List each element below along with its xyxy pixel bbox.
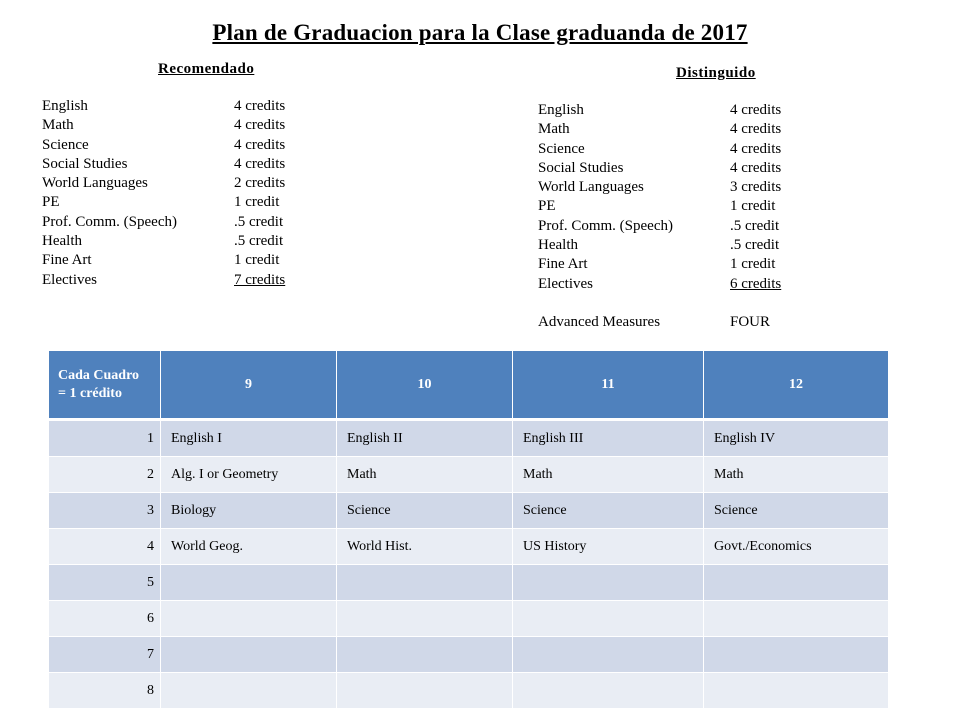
credit-amount: 1 credit <box>234 194 280 211</box>
credit-amount: 4 credits <box>234 117 286 134</box>
credit-amount: 4 credits <box>730 121 782 138</box>
credit-subject: Science <box>42 136 89 153</box>
credit-subject: Math <box>538 121 570 138</box>
row-number: 7 <box>49 637 161 673</box>
table-header-row <box>49 351 889 420</box>
table-cell: Science <box>337 493 513 529</box>
table-cell[interactable] <box>161 637 337 673</box>
credit-amount: 3 credits <box>730 179 782 196</box>
table-cell[interactable] <box>704 565 889 601</box>
credit-row <box>538 159 781 178</box>
credit-subject: Social Studies <box>538 159 624 176</box>
credit-subject: Health <box>538 237 578 254</box>
credit-amount: 7 credits <box>234 271 286 288</box>
page-title: Plan de Graduacion para la Clase graduanda de 2017 <box>212 20 748 45</box>
table-cell: Govt./Economics <box>704 529 889 565</box>
credit-row <box>538 140 781 159</box>
table-row <box>49 565 889 601</box>
credit-row <box>42 271 285 290</box>
credit-row <box>42 213 285 232</box>
distinguido-heading: Distinguido <box>676 65 756 81</box>
credit-amount: .5 credit <box>730 237 780 254</box>
credit-subject: Fine Art <box>538 256 588 273</box>
credit-row <box>42 193 285 212</box>
table-row <box>49 457 889 493</box>
row-number: 3 <box>49 493 161 529</box>
table-cell: Science <box>513 493 704 529</box>
credit-amount: 4 credits <box>234 98 286 114</box>
table-cell[interactable] <box>337 673 513 709</box>
row-number: 5 <box>49 565 161 601</box>
credit-subject: PE <box>42 194 60 211</box>
credit-subject: Prof. Comm. (Speech) <box>42 213 177 230</box>
table-cell[interactable] <box>513 565 704 601</box>
table-cell: Math <box>704 457 889 493</box>
credit-row <box>538 275 781 294</box>
credit-subject: Electives <box>538 275 593 292</box>
credit-amount: 1 credit <box>730 198 776 215</box>
row-number: 6 <box>49 601 161 637</box>
credit-amount: 4 credits <box>730 102 782 118</box>
credit-subject: Social Studies <box>42 155 128 172</box>
advanced-measures-row <box>538 313 781 332</box>
credit-row <box>42 116 285 135</box>
row-number: 8 <box>49 673 161 709</box>
table-cell: Math <box>337 457 513 493</box>
credit-subject: Math <box>42 117 74 134</box>
table-cell[interactable] <box>337 601 513 637</box>
table-cell: Alg. I or Geometry <box>161 457 337 493</box>
header-corner-cell: Cada Cuadro = 1 crédito <box>49 351 161 420</box>
graduation-plan-table <box>48 350 889 709</box>
credit-amount: 1 credit <box>234 252 280 269</box>
credit-row <box>538 197 781 216</box>
credit-subject: World Languages <box>42 175 148 192</box>
credit-subject: Health <box>42 233 82 250</box>
table-cell[interactable] <box>513 637 704 673</box>
table-cell[interactable] <box>161 673 337 709</box>
credit-subject: English <box>538 102 584 118</box>
credit-amount: 6 credits <box>730 275 782 292</box>
recomendado-credits-list <box>42 97 285 290</box>
table-row <box>49 529 889 565</box>
credit-amount: 4 credits <box>234 136 286 153</box>
table-cell: English IV <box>704 420 889 457</box>
header-grade-12: 12 <box>704 351 889 420</box>
recomendado-heading: Recomendado <box>158 61 255 77</box>
table-cell[interactable] <box>161 601 337 637</box>
credit-subject: Electives <box>42 271 97 288</box>
credit-row <box>538 217 781 236</box>
table-cell: US History <box>513 529 704 565</box>
table-row <box>49 420 889 457</box>
advanced-measures-value: FOUR <box>730 314 771 331</box>
credit-row <box>538 178 781 197</box>
table-cell: Math <box>513 457 704 493</box>
credit-amount: 4 credits <box>730 159 782 176</box>
credit-row <box>538 101 781 120</box>
table-cell[interactable] <box>704 637 889 673</box>
header-grade-10: 10 <box>337 351 513 420</box>
table-row <box>49 637 889 673</box>
table-cell: World Geog. <box>161 529 337 565</box>
table-cell[interactable] <box>704 601 889 637</box>
credit-row <box>42 174 285 193</box>
credit-amount: 4 credits <box>730 140 782 157</box>
table-row <box>49 493 889 529</box>
credit-subject: World Languages <box>538 179 644 196</box>
row-number: 1 <box>49 420 161 457</box>
credit-subject: PE <box>538 198 556 215</box>
table-cell[interactable] <box>704 673 889 709</box>
advanced-measures-label: Advanced Measures <box>538 314 661 331</box>
table-cell: English III <box>513 420 704 457</box>
credit-subject: Prof. Comm. (Speech) <box>538 217 673 234</box>
table-cell: English I <box>161 420 337 457</box>
table-cell[interactable] <box>513 673 704 709</box>
credit-row <box>42 251 285 270</box>
table-cell[interactable] <box>513 601 704 637</box>
credit-row <box>538 255 781 274</box>
row-number: 2 <box>49 457 161 493</box>
credit-subject: Fine Art <box>42 252 92 269</box>
credit-row <box>42 97 285 116</box>
table-cell: Science <box>704 493 889 529</box>
header-grade-9: 9 <box>161 351 337 420</box>
header-grade-11: 11 <box>513 351 704 420</box>
table-row <box>49 601 889 637</box>
credit-amount: .5 credit <box>234 233 284 250</box>
table-cell[interactable] <box>337 565 513 601</box>
table-row <box>49 673 889 709</box>
table-cell[interactable] <box>161 565 337 601</box>
credit-row <box>42 155 285 174</box>
credit-subject: Science <box>538 140 585 157</box>
table-cell: World Hist. <box>337 529 513 565</box>
credit-amount: 4 credits <box>234 155 286 172</box>
credit-amount: 1 credit <box>730 256 776 273</box>
distinguido-credits-list <box>538 101 781 333</box>
credit-amount: 2 credits <box>234 175 286 192</box>
table-cell: English II <box>337 420 513 457</box>
credit-amount: .5 credit <box>234 213 284 230</box>
credit-row <box>538 236 781 255</box>
credit-row <box>42 136 285 155</box>
row-number: 4 <box>49 529 161 565</box>
credit-row <box>538 120 781 139</box>
credit-amount: .5 credit <box>730 217 780 234</box>
table-cell: Biology <box>161 493 337 529</box>
credit-row <box>42 232 285 251</box>
credit-subject: English <box>42 98 88 114</box>
table-cell[interactable] <box>337 637 513 673</box>
